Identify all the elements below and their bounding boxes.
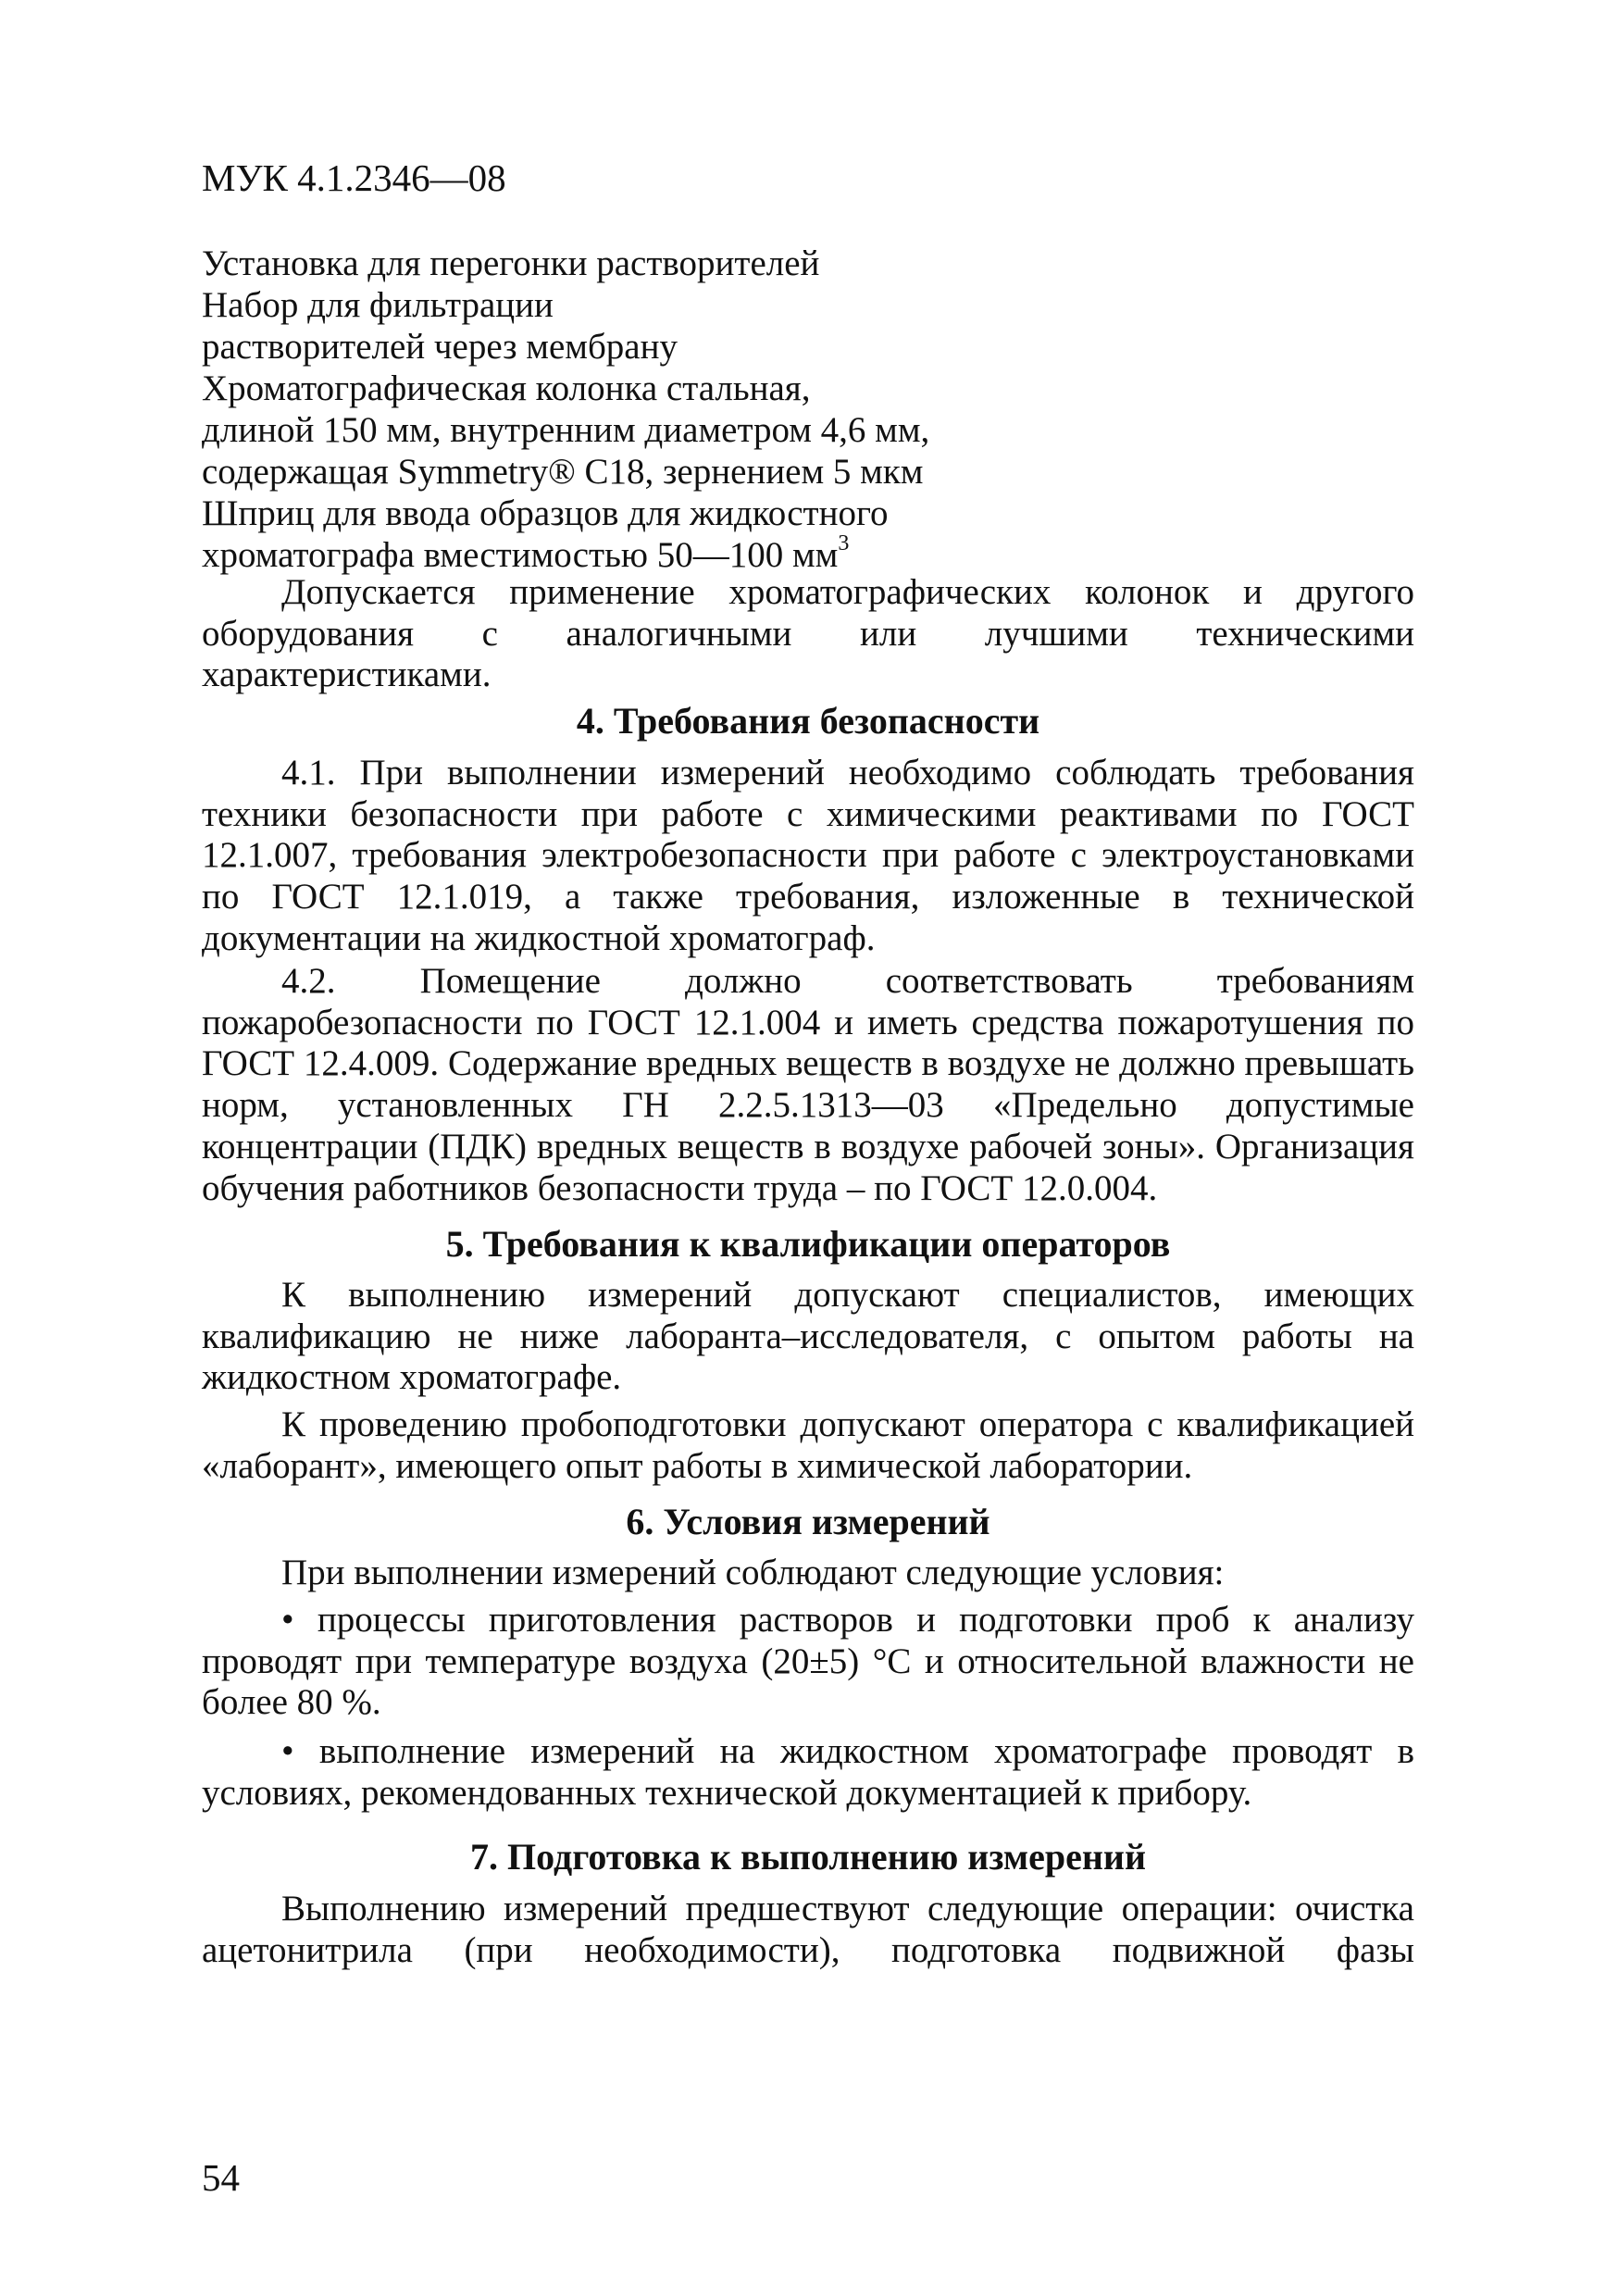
section-5-paragraph-2: К проведению пробоподготовки допускают оператора с квалификацией «лаборант», имеющего опыт работы в химической лаборатории. [202, 1404, 1414, 1486]
equipment-line [202, 531, 1414, 576]
syringe-volume-text: хроматографа вместимостью 50—100 мм [202, 535, 839, 575]
section-7-heading: 7. Подготовка к выполнению измерений [470, 1836, 1146, 1878]
section-4-heading: 4. Требования безопасности [576, 700, 1040, 742]
equipment-line: Установка для перегонки растворителей [202, 243, 820, 283]
section-5-paragraph-1: К выполнению измерений допускают специалистов, имеющих квалификацию не ниже лаборанта–исследователя, с опытом работы на жидкостном хроматографе. [202, 1275, 1414, 1398]
section-6-bullet-2: • выполнение измерений на жидкостном хроматографе проводят в условиях, рекомендованных технической документацией к прибору. [202, 1731, 1414, 1813]
equipment-line: Шприц для ввода образцов для жидкостного [202, 493, 889, 533]
section-6-heading: 6. Условия измерений [626, 1501, 990, 1542]
equipment-line: растворителей через мембрану [202, 327, 678, 367]
section-5-heading: 5. Требования к квалификации операторов [445, 1223, 1171, 1265]
section-4-paragraph-2: 4.2. Помещение должно соответствовать требованиям пожаробезопасности по ГОСТ 12.1.004 и иметь средства пожаротушения по ГОСТ 12.4.009. Содержание вредных веществ в воздухе не должно превышать норм, установленных ГН 2.2.5.1313—03 «Предельно допустимые концентрации (ПДК) вредных веществ в воздухе рабочей зоны». Организация обучения работников безопасности труда – по ГОСТ 12.0.004. [202, 961, 1414, 1208]
section-4-paragraph-1: 4.1. При выполнении измерений необходимо соблюдать требования техники безопасности при работе с химическими реактивами по ГОСТ 12.1.007, требования электробезопасности при работе с электроустановками по ГОСТ 12.1.019, а также требования, изложенные в технической документации на жидкостной хроматограф. [202, 753, 1414, 958]
equipment-line: длиной 150 мм, внутренним диаметром 4,6 мм, [202, 410, 930, 450]
equipment-line: содержащая Symmetry® C18, зернением 5 мкм [202, 452, 924, 492]
equipment-line: Хроматографическая колонка стальная, [202, 368, 811, 408]
equipment-line: Набор для фильтрации [202, 285, 554, 325]
document-page [202, 0, 1414, 2296]
section-7-paragraph-1: Выполнению измерений предшествуют следующие операции: очистка ацетонитрила (при необходимости), подготовка подвижной фазы [202, 1889, 1414, 1970]
document-code-header: МУК 4.1.2346—08 [202, 156, 506, 199]
equipment-note: Допускается применение хроматографических колонок и другого оборудования с аналогичными или лучшими техническими характеристиками. [202, 572, 1414, 695]
cubic-superscript: 3 [838, 531, 850, 555]
section-6-bullet-1: • процессы приготовления растворов и подготовки проб к анализу проводят при температуре воздуха (20±5) °С и относительной влажности не более 80 %. [202, 1600, 1414, 1723]
page-number: 54 [202, 2156, 240, 2199]
equipment-list [202, 243, 1414, 576]
section-6-paragraph-1: При выполнении измерений соблюдают следующие условия: [281, 1553, 1225, 1592]
